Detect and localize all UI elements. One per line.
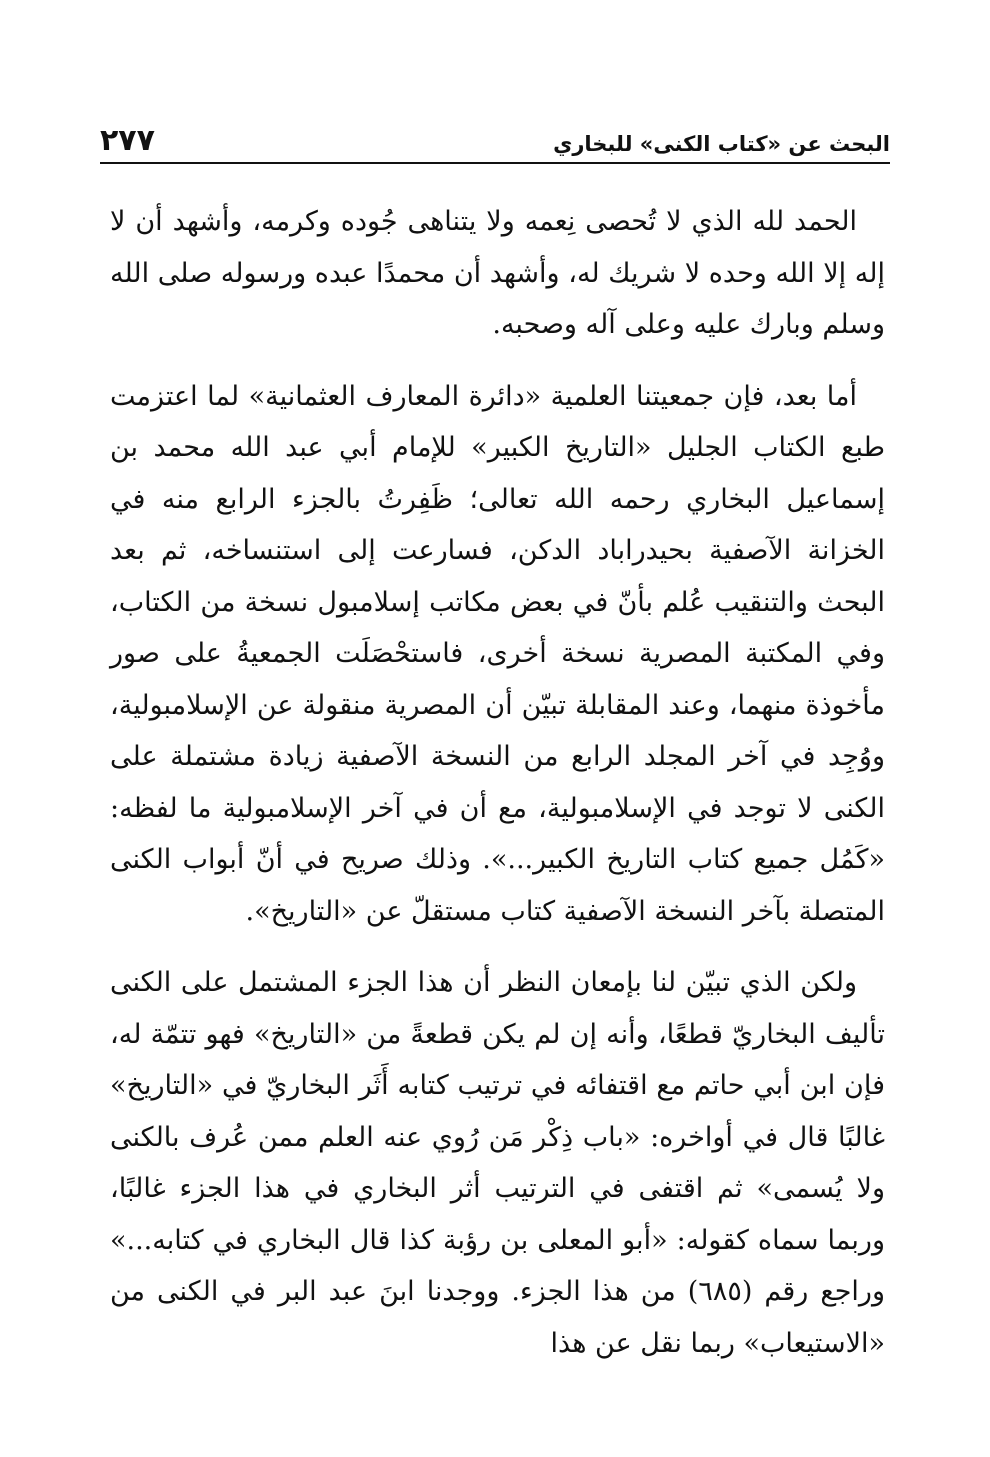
paragraph-opening-praise: الحمد لله الذي لا تُحصى نِعمه ولا يتناهى جُوده وكرمه، وأشهد أن لا إله إلا الله وحده لا شريك له، وأشهد أن محمدًا عبده ورسوله صلى الله وسلم وبارك عليه وعلى آله وصحبه. [110, 206, 885, 340]
page-header [100, 118, 890, 164]
page-number: ٢٧٧ [100, 123, 155, 158]
paragraph-authorship-evidence: ولكن الذي تبيّن لنا بإمعان النظر أن هذا الجزء المشتمل على الكنى تأليف البخاريّ قطعًا، وأنه إن لم يكن قطعةً من «التاريخ» فهو تتمّة له، فإن ابن أبي حاتم مع اقتفائه في ترتيب كتابه أَثَر البخاريّ في «التاريخ» غالبًا قال في أواخره: «باب ذِكْر مَن رُوي عنه العلم ممن عُرف بالكنى ولا يُسمى» ثم اقتفى في الترتيب أثر البخاري في هذا الجزء غالبًا، وربما سماه كقوله: «أبو المعلى بن رؤبة كذا قال البخاري في كتابه...» وراجع رقم (٦٨٥) من هذا الجزء. ووجدنا ابنَ عبد البر في الكنى من «الاستيعاب» ربما نقل عن هذا [110, 967, 885, 1359]
paragraph-manuscript-history: أما بعد، فإن جمعيتنا العلمية «دائرة المعارف العثمانية» لما اعتزمت طبع الكتاب الجليل «التاريخ الكبير» للإمام أبي عبد الله محمد بن إسماعيل البخاري رحمه الله تعالى؛ ظَفِرتُ بالجزء الرابع منه في الخزانة الآصفية بحيدراباد الدكن، فسارعت إلى استنساخه، ثم بعد البحث والتنقيب عُلم بأنّ في بعض مكاتب إسلامبول نسخة من الكتاب، وفي المكتبة المصرية نسخة أخرى، فاستحْصَلَت الجمعيةُ على صور مأخوذة منهما، وعند المقابلة تبيّن أن المصرية منقولة عن الإسلامبولية، ووُجِد في آخر المجلد الرابع من النسخة الآصفية زيادة مشتملة على الكنى لا توجد في الإسلامبولية، مع أن في آخر الإسلامبولية ما لفظه: «كَمُل جميع كتاب التاريخ الكبير...». وذلك صريح في أنّ أبواب الكنى المتصلة بآخر النسخة الآصفية كتاب مستقلّ عن «التاريخ». [110, 380, 885, 927]
body-text [110, 196, 885, 1389]
running-title: البحث عن «كتاب الكنى» للبخاري [553, 132, 890, 156]
